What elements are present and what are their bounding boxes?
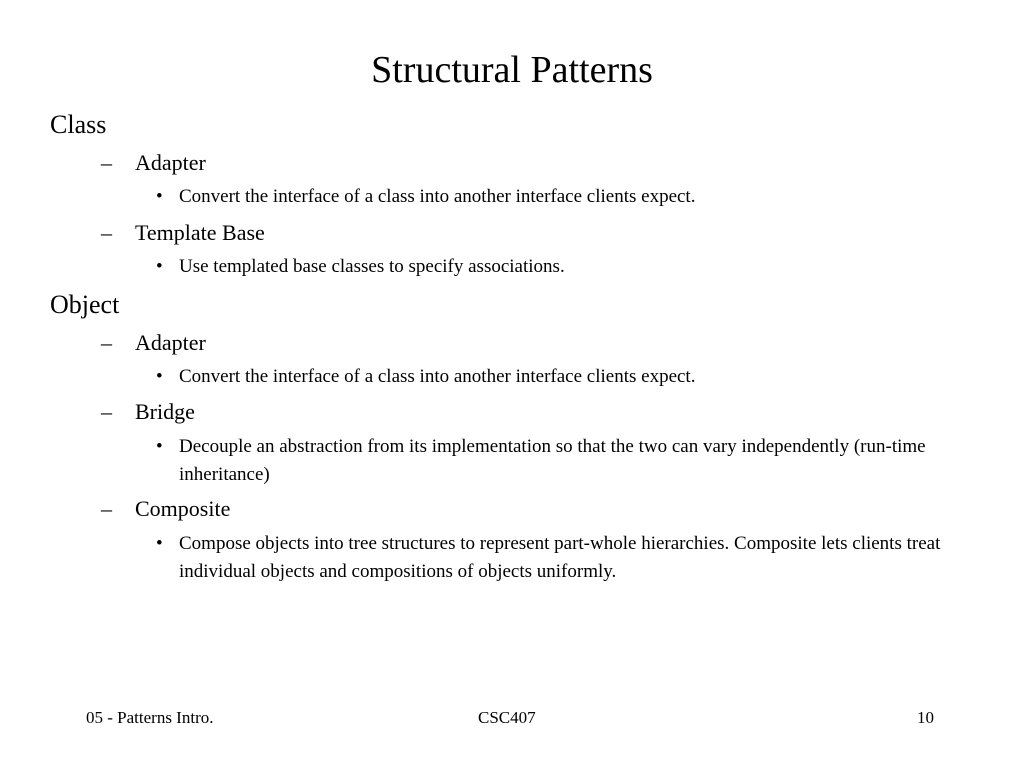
dash-marker: –	[101, 150, 112, 175]
list-item-composite	[101, 496, 230, 522]
item-detail: Convert the interface of a class into another interface clients expect.	[179, 186, 696, 207]
item-label: Adapter	[135, 150, 206, 175]
list-item-object-adapter-detail	[156, 363, 956, 391]
item-label: Composite	[135, 496, 231, 521]
footer-course-code: CSC407	[478, 708, 536, 727]
list-item-bridge-detail	[156, 433, 956, 489]
list-item-template-base	[101, 220, 265, 246]
list-item-template-base-detail	[156, 253, 956, 281]
item-label: Adapter	[135, 330, 206, 355]
item-detail: Compose objects into tree structures to represent part-whole hierarchies. Composite lets clients treat individual objects and compositions of objects uniformly.	[179, 533, 941, 582]
item-detail: Decouple an abstraction from its implementation so that the two can vary independently (run-time inheritance)	[179, 436, 926, 485]
section-heading-class: Class	[50, 110, 107, 139]
slide-title: Structural Patterns	[371, 49, 653, 91]
dash-marker: –	[101, 220, 112, 245]
item-label: Bridge	[135, 399, 195, 424]
bullet-marker: •	[156, 366, 163, 387]
dash-marker: –	[101, 399, 112, 424]
bullet-marker: •	[156, 256, 163, 277]
footer-course-section: 05 - Patterns Intro.	[86, 708, 214, 727]
list-item-class-adapter	[101, 150, 206, 176]
item-detail: Use templated base classes to specify associations.	[179, 256, 565, 277]
list-item-object-adapter	[101, 330, 206, 356]
bullet-marker: •	[156, 436, 163, 457]
footer-page-number: 10	[917, 708, 934, 727]
bullet-marker: •	[156, 533, 163, 554]
item-detail: Convert the interface of a class into another interface clients expect.	[179, 366, 696, 387]
dash-marker: –	[101, 330, 112, 355]
list-item-bridge	[101, 399, 195, 425]
list-item-class-adapter-detail	[156, 183, 956, 211]
item-label: Template Base	[135, 220, 265, 245]
list-item-composite-detail	[156, 530, 956, 586]
section-heading-object: Object	[50, 290, 120, 319]
bullet-marker: •	[156, 186, 163, 207]
dash-marker: –	[101, 496, 112, 521]
